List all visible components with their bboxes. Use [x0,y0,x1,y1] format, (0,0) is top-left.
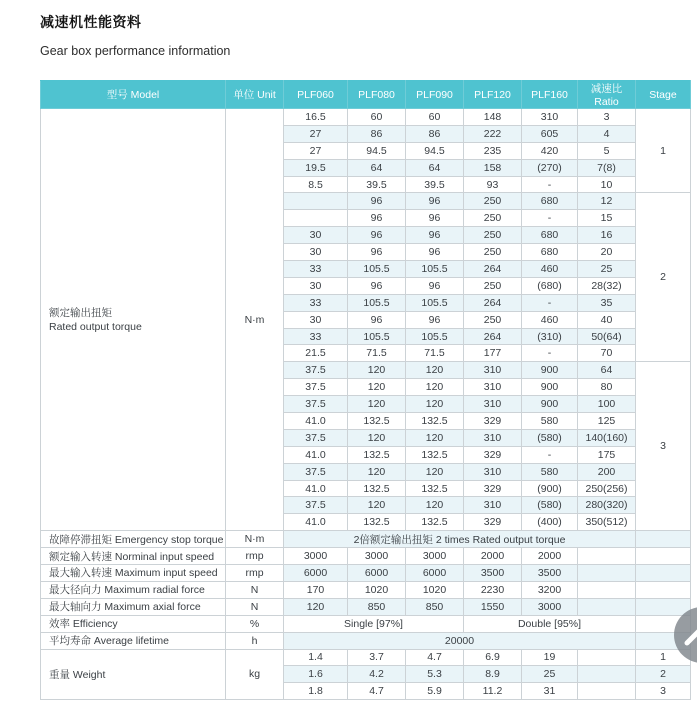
table-cell: 1.8 [284,683,348,700]
table-cell: 4.7 [406,649,464,666]
table-cell: 30 [284,227,348,244]
table-cell: 100 [578,396,636,413]
table-cell: 580 [522,413,578,430]
table-cell: 1550 [464,598,522,615]
unit-cell: N [226,581,284,598]
table-cell [578,548,636,565]
table-cell: 900 [522,362,578,379]
table-cell: 125 [578,413,636,430]
table-cell: 170 [284,581,348,598]
table-cell [578,598,636,615]
unit-cell: N [226,598,284,615]
unit-cell: kg [226,649,284,700]
table-cell: 64 [578,362,636,379]
table-cell: 158 [464,159,522,176]
table-body [41,109,691,700]
table-cell: 120 [348,362,406,379]
table-cell: 96 [406,193,464,210]
table-cell: 12 [578,193,636,210]
table-cell: 8.5 [284,176,348,193]
header-row [41,81,691,109]
table-cell: 280(320) [578,497,636,514]
table-cell: 105.5 [348,294,406,311]
table-cell: 148 [464,109,522,126]
table-cell: 39.5 [406,176,464,193]
table-row [41,531,691,548]
stage-cell: 3 [636,683,691,700]
table-cell: 420 [522,142,578,159]
table-cell: 20 [578,244,636,261]
page-subtitle: Gear box performance information [40,44,231,58]
column-header: Stage [636,81,691,109]
table-cell: 680 [522,193,578,210]
table-cell: 96 [406,210,464,227]
table-cell: 30 [284,311,348,328]
table-cell [578,649,636,666]
table-cell: 86 [406,125,464,142]
table-cell: 1020 [348,581,406,598]
table-cell: 2000 [522,548,578,565]
table-cell: 680 [522,227,578,244]
table-cell: 94.5 [348,142,406,159]
table-cell: 900 [522,379,578,396]
table-cell: 5 [578,142,636,159]
table-cell: 37.5 [284,463,348,480]
table-cell: 250 [464,277,522,294]
table-cell: 120 [348,429,406,446]
table-cell: 132.5 [348,514,406,531]
table-cell: 329 [464,480,522,497]
table-cell: 3500 [522,565,578,582]
table-header [41,81,691,109]
table-row [41,615,691,632]
table-cell: 60 [406,109,464,126]
performance-table [40,80,691,700]
table-cell: 33 [284,328,348,345]
table-cell: 60 [348,109,406,126]
table-cell: 3000 [406,548,464,565]
chevron-up-icon [674,607,697,663]
table-cell: 96 [348,227,406,244]
row-label-rated-output-torque [41,109,226,531]
table-cell: 3 [578,109,636,126]
table-cell: 96 [406,227,464,244]
table-cell: 140(160) [578,429,636,446]
table-cell: 3000 [348,548,406,565]
table-cell: - [522,345,578,362]
table-cell: 33 [284,294,348,311]
table-cell: 120 [348,463,406,480]
table-cell: 3000 [284,548,348,565]
table-cell: 19 [522,649,578,666]
table-cell: 37.5 [284,497,348,514]
table-cell: 264 [464,328,522,345]
table-cell: 120 [348,396,406,413]
table-cell: 105.5 [406,261,464,278]
table-cell: 105.5 [406,294,464,311]
table-row [41,548,691,565]
table-cell: 64 [406,159,464,176]
table-cell: 350(512) [578,514,636,531]
table-cell: (310) [522,328,578,345]
table-cell: 132.5 [406,514,464,531]
table-cell: 10 [578,176,636,193]
stage-cell [636,565,691,582]
table-cell: 250 [464,227,522,244]
table-cell: 120 [284,598,348,615]
column-header: 型号 Model [41,81,226,109]
table-cell: 4 [578,125,636,142]
stage-cell [636,531,691,548]
table-cell: 850 [406,598,464,615]
table-cell: 30 [284,244,348,261]
table-row [41,632,691,649]
table-cell: (400) [522,514,578,531]
table-cell: 96 [348,210,406,227]
table-cell: 33 [284,261,348,278]
stage-cell: 3 [636,362,691,531]
table-cell: 3200 [522,581,578,598]
table-cell: 105.5 [348,261,406,278]
row-label: 额定输入转速 Norminal input speed [41,548,226,565]
stage-cell: 1 [636,109,691,193]
table-cell: 3500 [464,565,522,582]
table-cell: 250 [464,210,522,227]
table-cell: 6000 [406,565,464,582]
table-cell: (270) [522,159,578,176]
table-cell: 2230 [464,581,522,598]
column-header: PLF080 [348,81,406,109]
column-header: 减速比 Ratio [578,81,636,109]
table-cell: 200 [578,463,636,480]
table-cell: 264 [464,294,522,311]
column-header: PLF120 [464,81,522,109]
table-cell: (580) [522,429,578,446]
table-cell: (580) [522,497,578,514]
table-cell: 460 [522,311,578,328]
table-cell: 310 [464,463,522,480]
table-cell: 177 [464,345,522,362]
table-cell: 329 [464,446,522,463]
row-label-weight: 重量 Weight [41,649,226,700]
table-cell: 120 [406,379,464,396]
table-cell: 37.5 [284,362,348,379]
unit-cell: N·m [226,109,284,531]
table-cell [578,565,636,582]
table-cell: - [522,446,578,463]
table-cell: 329 [464,514,522,531]
table-row [41,581,691,598]
table-cell: 105.5 [348,328,406,345]
table-cell: 71.5 [348,345,406,362]
table-cell: 4.7 [348,683,406,700]
back-to-top-button[interactable] [674,607,697,663]
stage-cell: 2 [636,666,691,683]
table-cell: 120 [406,463,464,480]
table-cell: 16.5 [284,109,348,126]
table-cell: 132.5 [406,480,464,497]
table-cell: 35 [578,294,636,311]
table-cell: 250(256) [578,480,636,497]
table-cell: 1.6 [284,666,348,683]
table-cell: Double [95%] [464,615,636,632]
table-cell: 25 [578,261,636,278]
table-cell: (900) [522,480,578,497]
table-cell: 120 [406,362,464,379]
table-cell: 41.0 [284,446,348,463]
column-header: PLF160 [522,81,578,109]
table-row [41,109,691,126]
table-row [41,649,691,666]
table-cell: 64 [348,159,406,176]
row-label: 最大径向力 Maximum radial force [41,581,226,598]
table-cell: Single [97%] [284,615,464,632]
row-label: 最大轴向力 Maximum axial force [41,598,226,615]
table-cell: 20000 [284,632,636,649]
table-cell: 25 [522,666,578,683]
table-cell: 8.9 [464,666,522,683]
table-cell: 15 [578,210,636,227]
stage-cell: 1 [636,649,691,666]
table-cell: 132.5 [406,446,464,463]
table-cell [578,666,636,683]
table-cell: 37.5 [284,429,348,446]
stage-cell [636,548,691,565]
row-label: 故障停滞扭矩 Emergency stop torque [41,531,226,548]
table-cell: 21.5 [284,345,348,362]
table-cell: 16 [578,227,636,244]
column-header: PLF090 [406,81,464,109]
table-cell: 39.5 [348,176,406,193]
column-header: 单位 Unit [226,81,284,109]
table-cell: 264 [464,261,522,278]
table-cell: 120 [406,429,464,446]
table-cell: (680) [522,277,578,294]
table-cell: 28(32) [578,277,636,294]
table-cell: 250 [464,244,522,261]
table-cell: 19.5 [284,159,348,176]
table-cell [578,683,636,700]
table-cell: - [522,176,578,193]
table-cell: 120 [406,396,464,413]
label-en: Rated output torque [49,320,142,333]
table-cell: 900 [522,396,578,413]
table-cell [578,581,636,598]
table-cell: 50(64) [578,328,636,345]
row-label: 效率 Efficiency [41,615,226,632]
table-cell: 310 [464,497,522,514]
unit-cell: N·m [226,531,284,548]
table-cell: 310 [464,396,522,413]
table-cell: 175 [578,446,636,463]
table-cell: 94.5 [406,142,464,159]
table-cell: 96 [348,193,406,210]
table-cell: 580 [522,463,578,480]
table-cell: 27 [284,125,348,142]
table-cell: 40 [578,311,636,328]
table-cell: 235 [464,142,522,159]
table-cell: 310 [464,362,522,379]
table-cell: 850 [348,598,406,615]
table-cell: 41.0 [284,413,348,430]
table-cell: 4.2 [348,666,406,683]
table-cell: 6.9 [464,649,522,666]
table-cell: 70 [578,345,636,362]
row-label: 最大输入转速 Maximum input speed [41,565,226,582]
table-cell: 96 [406,277,464,294]
table-cell: 132.5 [348,446,406,463]
stage-cell [636,581,691,598]
table-cell: 680 [522,244,578,261]
table-cell: 250 [464,311,522,328]
label-zh: 额定输出扭矩 [49,306,112,319]
table-cell: 37.5 [284,396,348,413]
table-cell: 310 [464,429,522,446]
table-cell: 41.0 [284,514,348,531]
unit-cell: % [226,615,284,632]
table-cell: 96 [406,244,464,261]
table-cell: 96 [348,311,406,328]
table-cell: 30 [284,277,348,294]
table-cell: 5.9 [406,683,464,700]
page-title: 减速机性能资料 [40,14,142,30]
table-cell: 27 [284,142,348,159]
table-cell: 37.5 [284,379,348,396]
table-cell: 86 [348,125,406,142]
table-cell [284,193,348,210]
unit-cell: rmp [226,565,284,582]
table-cell: 460 [522,261,578,278]
column-header: PLF060 [284,81,348,109]
table-cell: 250 [464,193,522,210]
table-cell: 6000 [348,565,406,582]
table-cell: 222 [464,125,522,142]
table-cell: 120 [348,379,406,396]
table-cell: 41.0 [284,480,348,497]
table-cell: 120 [406,497,464,514]
table-cell: 120 [348,497,406,514]
table-cell: 605 [522,125,578,142]
table-cell: 310 [522,109,578,126]
table-cell: 11.2 [464,683,522,700]
table-cell: 132.5 [348,480,406,497]
table-cell: 3.7 [348,649,406,666]
table-cell: 5.3 [406,666,464,683]
table-cell: - [522,210,578,227]
table-cell: 6000 [284,565,348,582]
unit-cell: rmp [226,548,284,565]
table-cell: 105.5 [406,328,464,345]
table-cell: 2000 [464,548,522,565]
table-cell: 93 [464,176,522,193]
table-cell: 80 [578,379,636,396]
table-cell: 96 [348,244,406,261]
table-cell: 2倍额定输出扭矩 2 times Rated output torque [284,531,636,548]
table-cell: 132.5 [406,413,464,430]
table-cell: 310 [464,379,522,396]
table-cell: 329 [464,413,522,430]
table-cell: 3000 [522,598,578,615]
table-cell: 1020 [406,581,464,598]
unit-cell: h [226,632,284,649]
table-cell: 132.5 [348,413,406,430]
table-row [41,598,691,615]
table-cell: 96 [348,277,406,294]
table-cell: 71.5 [406,345,464,362]
table-row [41,565,691,582]
table-cell: 1.4 [284,649,348,666]
table-cell: - [522,294,578,311]
table-cell [284,210,348,227]
table-cell: 96 [406,311,464,328]
row-label: 平均寿命 Average lifetime [41,632,226,649]
table-cell: 7(8) [578,159,636,176]
stage-cell: 2 [636,193,691,362]
table-cell: 31 [522,683,578,700]
